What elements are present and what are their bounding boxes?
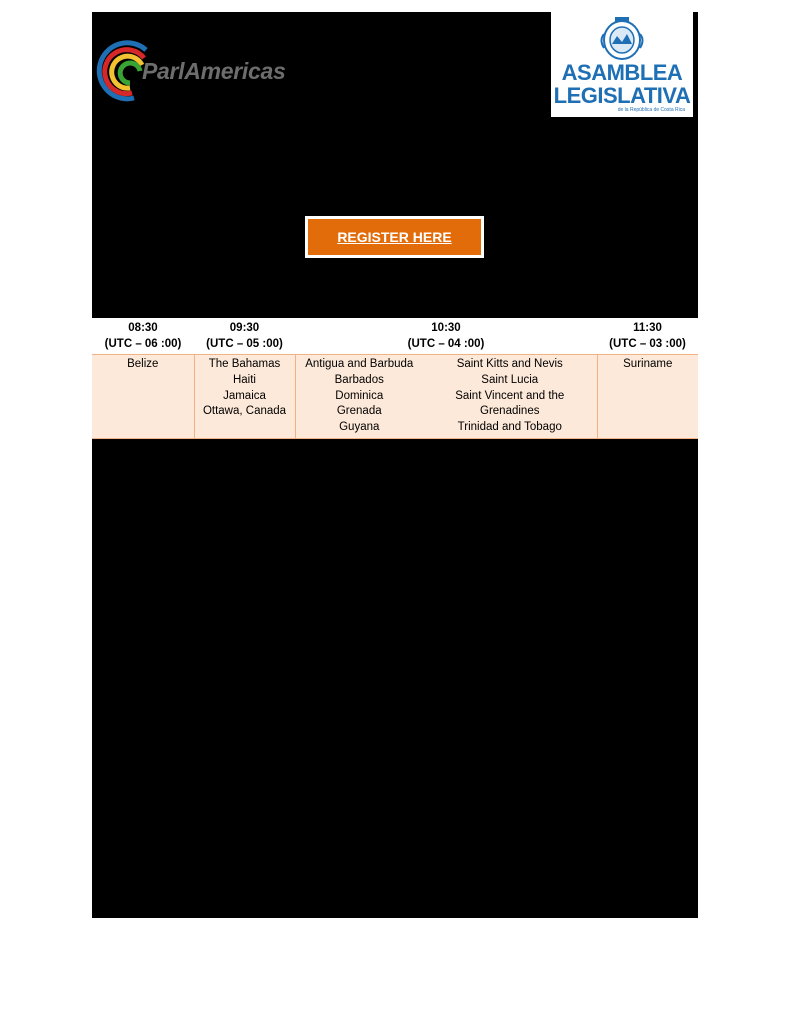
country-item: Guyana bbox=[339, 421, 380, 434]
schedule-table bbox=[92, 318, 698, 439]
country-item: Haiti bbox=[232, 373, 256, 386]
asamblea-title: ASAMBLEA bbox=[561, 60, 683, 85]
country-item: Trinidad and Tobago bbox=[457, 421, 562, 434]
country-item: Belize bbox=[127, 358, 159, 370]
countries-0930 bbox=[194, 355, 295, 439]
register-here-label[interactable]: REGISTER HERE bbox=[308, 219, 481, 255]
parlamericas-wordmark: ParlAmericas bbox=[142, 58, 286, 84]
header-time: 10:30 bbox=[431, 322, 461, 334]
country-item: Grenadines bbox=[480, 405, 540, 418]
parlamericas-logo bbox=[94, 38, 324, 104]
country-item: Barbados bbox=[334, 373, 384, 386]
header-zone: (UTC – 03 :00) bbox=[609, 338, 686, 350]
country-item: Suriname bbox=[623, 358, 673, 370]
countries-0830 bbox=[92, 355, 194, 439]
country-item: Dominica bbox=[335, 389, 384, 402]
country-item: The Bahamas bbox=[208, 358, 281, 370]
page-content-block bbox=[92, 12, 698, 918]
header-time: 09:30 bbox=[229, 322, 260, 334]
header-1030 bbox=[295, 318, 597, 355]
country-item: Saint Lucia bbox=[481, 373, 539, 386]
countries-1030-left bbox=[295, 355, 423, 439]
asamblea-subtitle: de la República de Costa Rica bbox=[617, 107, 685, 113]
schedule-countries-row bbox=[92, 355, 698, 439]
country-item: Antigua and Barbuda bbox=[305, 358, 414, 370]
costa-rica-crest-icon bbox=[595, 14, 649, 62]
header-time: 11:30 bbox=[633, 322, 662, 334]
legislativa-title: LEGISLATIVA bbox=[553, 83, 691, 108]
countries-1130 bbox=[597, 355, 698, 439]
header-1130 bbox=[597, 318, 698, 355]
country-item: Ottawa, Canada bbox=[202, 405, 287, 418]
header-time: 08:30 bbox=[128, 322, 158, 334]
header-0830 bbox=[92, 318, 194, 355]
country-item: Jamaica bbox=[223, 389, 266, 402]
country-item: Grenada bbox=[336, 405, 382, 418]
header-zone: (UTC – 05 :00) bbox=[206, 338, 283, 350]
header-0930 bbox=[194, 318, 295, 355]
country-item: Saint Kitts and Nevis bbox=[456, 358, 563, 370]
schedule-header-row bbox=[92, 318, 698, 355]
asamblea-legislativa-logo bbox=[551, 12, 693, 117]
countries-1030-right bbox=[423, 355, 597, 439]
country-item: Saint Vincent and the bbox=[455, 389, 565, 402]
header-zone: (UTC – 06 :00) bbox=[104, 338, 182, 350]
register-here-button[interactable] bbox=[305, 216, 484, 258]
header-zone: (UTC – 04 :00) bbox=[407, 338, 485, 350]
